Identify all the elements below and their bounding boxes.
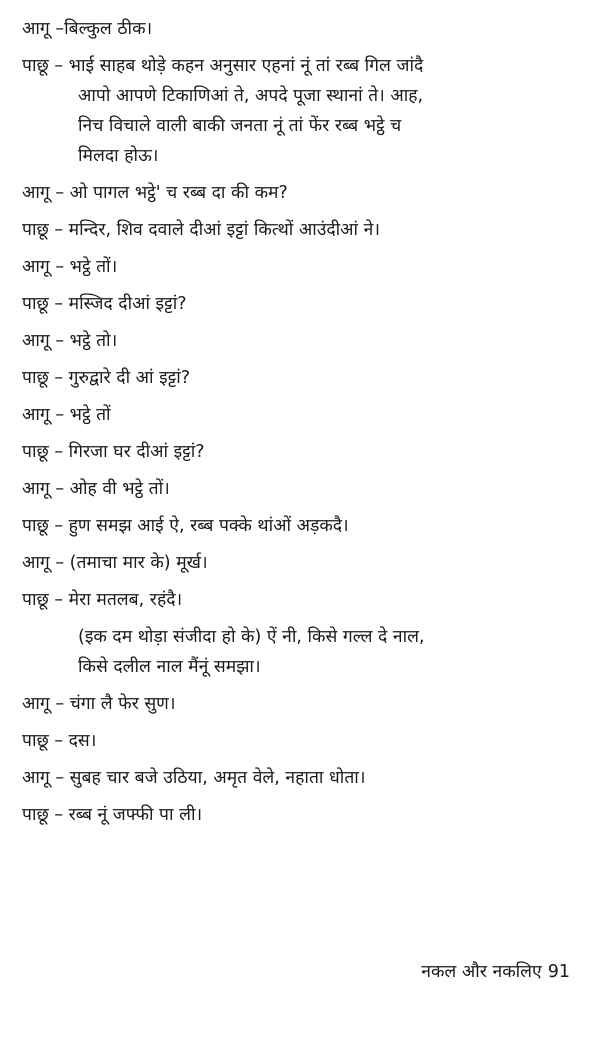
speaker-separator: – (49, 19, 65, 39)
speaker-name: आगू (22, 257, 50, 277)
speaker-separator: – (49, 479, 70, 499)
dialogue-line (22, 178, 582, 208)
speaker-separator: – (49, 405, 70, 425)
speaker-name: आगू (22, 19, 50, 39)
speaker-name: पाछू (22, 731, 49, 751)
speaker-separator: – (48, 56, 69, 76)
speaker-name: पाछू (22, 805, 49, 825)
dialogue-line (22, 326, 582, 356)
dialogue-text-line: किसे दलील नाल मैंनूं समझा। (78, 657, 261, 677)
dialogue-text-line: मन्दिर, शिव दवाले दीआं इट्टां कित्थों आउंदीआं ने। (68, 220, 380, 240)
dialogue-line (22, 585, 582, 615)
speaker-separator: – (48, 294, 69, 314)
dialogue-text-line: गुरुद्वारे दी आं इट्टां? (68, 368, 191, 388)
dialogue-text-line: सुबह चार बजे उठिया, अमृत वेले, नहाता धोता। (69, 768, 366, 788)
book-title: नकल और नकलिए (421, 962, 542, 982)
speaker-separator: – (49, 183, 70, 203)
dialogue-line (22, 548, 582, 578)
dialogue-text-line: (इक दम थोड़ा संजीदा हो के) ऐं नी, किसे गल्ल दे नाल, (78, 627, 425, 647)
dialogue-text-line: गिरजा घर दीआं इट्टां? (68, 442, 205, 462)
speaker-name: पाछू (22, 368, 49, 388)
page-number: 91 (547, 962, 570, 982)
speaker-name: आगू (22, 331, 50, 351)
speaker-name: पाछू (22, 56, 49, 76)
dialogue-line (22, 437, 582, 467)
dialogue-line (22, 215, 582, 245)
dialogue-text-line: मिलदा होऊ। (78, 146, 159, 166)
speaker-name: आगू (22, 553, 50, 573)
dialogue-line (22, 511, 582, 541)
dialogue-text-line: भाई साहब थोड़े कहन अनुसार एहनां नूं तां रब्ब गिल जांदै (68, 56, 424, 76)
dialogue-line (22, 14, 582, 44)
dialogue-text-line: भट्ठे तों (69, 405, 111, 425)
dialogue-line (22, 289, 582, 319)
speaker-separator: – (49, 553, 70, 573)
dialogue-text-line: भट्ठे तों। (69, 257, 118, 277)
speaker-separator: – (48, 590, 69, 610)
dialogue-text-line: चंगा लै फेर सुण। (69, 694, 176, 714)
speaker-name: आगू (22, 405, 50, 425)
dialogue-text-line: (तमाचा मार के) मूर्ख। (69, 553, 208, 573)
speaker-separator: – (48, 516, 69, 536)
dialogue-line (22, 726, 582, 756)
speaker-separator: – (49, 694, 70, 714)
dialogue-text-line: ओ पागल भट्ठे' च रब्ब दा की कम? (69, 183, 288, 203)
stage-direction (22, 622, 582, 682)
speaker-separator: – (49, 331, 70, 351)
speaker-separator: – (49, 768, 70, 788)
dialogue-text (22, 14, 582, 837)
dialogue-text-line: रब्ब नूं जफ्फी पा ली। (68, 805, 203, 825)
dialogue-text-line: निच विचाले वाली बाकी जनता नूं तां फेंर रब्ब भट्ठे च (78, 116, 402, 136)
speaker-separator: – (48, 442, 69, 462)
dialogue-line (22, 400, 582, 430)
speaker-name: पाछू (22, 590, 49, 610)
speaker-name: पाछू (22, 294, 49, 314)
speaker-name: पाछू (22, 516, 49, 536)
speaker-separator: – (48, 220, 69, 240)
dialogue-text-line: ओह वी भट्ठे तों। (69, 479, 170, 499)
dialogue-text-line: मस्जिद दीआं इट्टां? (68, 294, 187, 314)
speaker-separator: – (48, 368, 69, 388)
speaker-name: पाछू (22, 220, 49, 240)
dialogue-line (22, 800, 582, 830)
speaker-name: आगू (22, 768, 50, 788)
dialogue-text-line: भट्ठे तो। (69, 331, 118, 351)
dialogue-text-line: हुण समझ आई ऐ, रब्ब पक्के थांओं अड़कदै। (68, 516, 349, 536)
dialogue-line (22, 474, 582, 504)
speaker-name: आगू (22, 694, 50, 714)
speaker-separator: – (48, 805, 69, 825)
page-footer (421, 960, 570, 984)
speaker-separator: – (49, 257, 70, 277)
dialogue-text-line: मेरा मतलब, रहंदै। (68, 590, 183, 610)
speaker-separator: – (48, 731, 69, 751)
speaker-name: आगू (22, 479, 50, 499)
dialogue-line (22, 689, 582, 719)
dialogue-text-line: बिल्कुल ठीक। (64, 19, 153, 39)
dialogue-text-line: दस। (68, 731, 97, 751)
dialogue-line (22, 763, 582, 793)
speaker-name: आगू (22, 183, 50, 203)
dialogue-text-line: आपो आपणे टिकाणिआं ते, अपदे पूजा स्थानां ते। आह, (78, 86, 424, 106)
dialogue-line (22, 363, 582, 393)
speaker-name: पाछू (22, 442, 49, 462)
dialogue-line (22, 252, 582, 282)
dialogue-line (22, 51, 582, 171)
